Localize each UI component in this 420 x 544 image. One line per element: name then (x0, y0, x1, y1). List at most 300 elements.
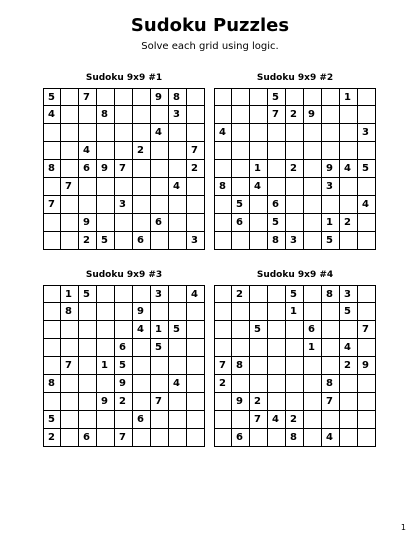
sudoku-cell: 6 (133, 232, 151, 250)
sudoku-cell (250, 357, 268, 375)
sudoku-cell (340, 411, 358, 429)
sudoku-puzzle-2 (214, 72, 376, 250)
sudoku-cell (61, 375, 79, 393)
sudoku-cell (304, 285, 322, 303)
sudoku-cell: 2 (286, 411, 304, 429)
sudoku-cell: 7 (187, 142, 205, 160)
sudoku-cell: 5 (43, 411, 61, 429)
sudoku-cell (169, 142, 187, 160)
sudoku-cell: 7 (250, 411, 268, 429)
sudoku-cell: 7 (79, 88, 97, 106)
sudoku-cell (133, 285, 151, 303)
sudoku-cell: 9 (133, 303, 151, 321)
sudoku-cell: 9 (97, 160, 115, 178)
sudoku-cell (232, 375, 250, 393)
sudoku-cell: 5 (97, 232, 115, 250)
sudoku-cell: 9 (232, 393, 250, 411)
sudoku-cell (268, 160, 286, 178)
sudoku-cell (133, 196, 151, 214)
sudoku-cell (187, 411, 205, 429)
sudoku-cell (358, 411, 376, 429)
sudoku-cell (187, 106, 205, 124)
sudoku-cell (286, 88, 304, 106)
sudoku-cell (358, 178, 376, 196)
sudoku-cell: 2 (187, 160, 205, 178)
sudoku-cell (79, 375, 97, 393)
sudoku-cell (115, 178, 133, 196)
sudoku-cell: 4 (340, 339, 358, 357)
sudoku-cell: 8 (286, 429, 304, 447)
sudoku-grid (43, 88, 205, 250)
sudoku-cell (232, 160, 250, 178)
sudoku-cell: 2 (133, 142, 151, 160)
sudoku-cell (304, 178, 322, 196)
sudoku-cell: 8 (232, 357, 250, 375)
page-subtitle: Solve each grid using logic. (141, 41, 279, 52)
sudoku-cell: 1 (61, 285, 79, 303)
page-number: 1 (400, 523, 406, 532)
sudoku-cell (358, 106, 376, 124)
sudoku-cell: 7 (61, 357, 79, 375)
sudoku-cell (115, 285, 133, 303)
sudoku-cell (97, 88, 115, 106)
sudoku-cell (322, 196, 340, 214)
sudoku-cell (268, 142, 286, 160)
sudoku-cell (43, 142, 61, 160)
sudoku-cell (250, 124, 268, 142)
sudoku-cell: 2 (115, 393, 133, 411)
sudoku-cell (61, 411, 79, 429)
sudoku-cell (340, 178, 358, 196)
sudoku-cell (322, 411, 340, 429)
sudoku-cell (97, 196, 115, 214)
sudoku-cell (232, 411, 250, 429)
sudoku-cell (61, 196, 79, 214)
sudoku-cell (61, 232, 79, 250)
sudoku-cell (340, 142, 358, 160)
sudoku-cell (151, 303, 169, 321)
sudoku-cell (250, 375, 268, 393)
sudoku-cell (286, 375, 304, 393)
sudoku-cell: 5 (169, 321, 187, 339)
sudoku-cell (97, 339, 115, 357)
sudoku-cell (187, 357, 205, 375)
sudoku-cell: 6 (232, 214, 250, 232)
sudoku-cell (151, 411, 169, 429)
sudoku-cell (79, 303, 97, 321)
sudoku-cell (97, 303, 115, 321)
sudoku-cell: 4 (250, 178, 268, 196)
sudoku-cell (133, 178, 151, 196)
sudoku-cell: 4 (43, 106, 61, 124)
sudoku-cell (340, 393, 358, 411)
sudoku-cell (115, 88, 133, 106)
sudoku-cell: 4 (79, 142, 97, 160)
sudoku-cell: 1 (340, 88, 358, 106)
sudoku-cell (115, 321, 133, 339)
sudoku-cell (133, 160, 151, 178)
sudoku-cell (214, 142, 232, 160)
sudoku-cell (79, 339, 97, 357)
sudoku-cell (97, 178, 115, 196)
sudoku-cell (286, 339, 304, 357)
sudoku-grid (214, 88, 376, 250)
sudoku-cell (61, 321, 79, 339)
sudoku-cell: 7 (214, 357, 232, 375)
sudoku-cell (151, 160, 169, 178)
sudoku-cell (232, 178, 250, 196)
sudoku-cell (169, 214, 187, 232)
sudoku-cell (214, 232, 232, 250)
sudoku-grid (43, 285, 205, 447)
sudoku-cell: 3 (187, 232, 205, 250)
sudoku-cell (79, 411, 97, 429)
sudoku-cell: 8 (97, 106, 115, 124)
sudoku-cell: 8 (61, 303, 79, 321)
sudoku-cell: 9 (304, 106, 322, 124)
sudoku-cell (43, 303, 61, 321)
sudoku-cell (133, 214, 151, 232)
sudoku-cell (304, 124, 322, 142)
sudoku-cell (169, 429, 187, 447)
sudoku-cell (304, 232, 322, 250)
sudoku-cell (43, 285, 61, 303)
sudoku-cell: 5 (322, 232, 340, 250)
sudoku-cell (43, 393, 61, 411)
sudoku-cell: 6 (304, 321, 322, 339)
sudoku-cell (322, 339, 340, 357)
sudoku-cell (214, 88, 232, 106)
sudoku-cell (214, 303, 232, 321)
sudoku-cell (304, 214, 322, 232)
sudoku-cell (322, 321, 340, 339)
sudoku-cell: 5 (115, 357, 133, 375)
sudoku-cell (340, 124, 358, 142)
sudoku-cell: 3 (340, 285, 358, 303)
sudoku-cell (151, 106, 169, 124)
sudoku-cell (232, 124, 250, 142)
sudoku-cell (115, 411, 133, 429)
sudoku-cell (268, 285, 286, 303)
sudoku-cell: 1 (286, 303, 304, 321)
sudoku-cell (187, 303, 205, 321)
sudoku-cell (268, 357, 286, 375)
sudoku-cell: 1 (97, 357, 115, 375)
sudoku-cell: 2 (340, 214, 358, 232)
sudoku-cell (169, 339, 187, 357)
sudoku-cell (250, 106, 268, 124)
sudoku-cell (187, 214, 205, 232)
sudoku-cell (214, 393, 232, 411)
sudoku-cell (232, 303, 250, 321)
sudoku-cell: 6 (79, 160, 97, 178)
sudoku-cell (232, 106, 250, 124)
sudoku-cell: 5 (232, 196, 250, 214)
sudoku-cell (61, 214, 79, 232)
sudoku-cell: 6 (232, 429, 250, 447)
sudoku-cell (133, 357, 151, 375)
sudoku-cell (79, 321, 97, 339)
sudoku-cell (43, 214, 61, 232)
sudoku-cell (214, 321, 232, 339)
sudoku-cell (214, 214, 232, 232)
sudoku-cell (304, 393, 322, 411)
sudoku-cell (115, 142, 133, 160)
sudoku-cell: 5 (268, 214, 286, 232)
sudoku-cell: 6 (151, 214, 169, 232)
sudoku-cell: 7 (151, 393, 169, 411)
sudoku-cell: 1 (250, 160, 268, 178)
sudoku-cell (340, 321, 358, 339)
sudoku-cell: 9 (115, 375, 133, 393)
sudoku-cell: 7 (43, 196, 61, 214)
sudoku-cell: 4 (268, 411, 286, 429)
sudoku-cell (115, 124, 133, 142)
sudoku-cell (79, 357, 97, 375)
sudoku-cell (169, 357, 187, 375)
sudoku-cell (169, 160, 187, 178)
sudoku-cell (340, 429, 358, 447)
sudoku-cell (133, 429, 151, 447)
sudoku-cell: 6 (79, 429, 97, 447)
sudoku-cell (187, 178, 205, 196)
sudoku-cell (43, 124, 61, 142)
sudoku-cell (214, 429, 232, 447)
sudoku-cell (151, 375, 169, 393)
sudoku-cell: 2 (214, 375, 232, 393)
puzzle-title: Sudoku 9x9 #4 (256, 270, 334, 280)
sudoku-cell (43, 339, 61, 357)
sudoku-cell (79, 196, 97, 214)
sudoku-cell (61, 339, 79, 357)
sudoku-cell (61, 124, 79, 142)
sudoku-puzzle-3 (43, 269, 205, 447)
sudoku-cell (304, 196, 322, 214)
sudoku-cell (340, 375, 358, 393)
sudoku-cell (61, 160, 79, 178)
sudoku-cell (115, 232, 133, 250)
sudoku-cell (250, 232, 268, 250)
sudoku-cell (358, 232, 376, 250)
sudoku-cell (97, 411, 115, 429)
sudoku-cell (358, 285, 376, 303)
sudoku-cell (340, 196, 358, 214)
sudoku-cell (340, 106, 358, 124)
sudoku-cell (61, 106, 79, 124)
sudoku-cell: 8 (43, 160, 61, 178)
sudoku-cell: 4 (151, 124, 169, 142)
sudoku-cell (214, 411, 232, 429)
sudoku-cell: 2 (232, 285, 250, 303)
sudoku-cell (97, 375, 115, 393)
sudoku-cell: 7 (61, 178, 79, 196)
sudoku-cell (286, 393, 304, 411)
sudoku-cell: 9 (358, 357, 376, 375)
sudoku-cell: 3 (322, 178, 340, 196)
sudoku-cell (214, 196, 232, 214)
sudoku-cell (79, 178, 97, 196)
sudoku-puzzle-4 (214, 269, 376, 447)
sudoku-cell: 8 (214, 178, 232, 196)
sudoku-cell: 1 (151, 321, 169, 339)
sudoku-cell: 9 (322, 160, 340, 178)
sudoku-cell (187, 339, 205, 357)
sudoku-cell (268, 393, 286, 411)
puzzle-title: Sudoku 9x9 #2 (256, 73, 334, 83)
sudoku-cell (79, 124, 97, 142)
sudoku-cell (304, 357, 322, 375)
sudoku-cell (97, 214, 115, 232)
sudoku-cell: 1 (322, 214, 340, 232)
sudoku-cell (286, 214, 304, 232)
sudoku-cell (304, 160, 322, 178)
sudoku-cell: 7 (115, 160, 133, 178)
sudoku-cell: 7 (358, 321, 376, 339)
sudoku-cell: 8 (322, 375, 340, 393)
sudoku-cell: 5 (268, 88, 286, 106)
sudoku-cell (214, 160, 232, 178)
sudoku-cell (133, 393, 151, 411)
sudoku-cell: 5 (151, 339, 169, 357)
sudoku-cell (169, 232, 187, 250)
sudoku-cell (268, 375, 286, 393)
sudoku-cell (286, 124, 304, 142)
puzzle-title: Sudoku 9x9 #3 (85, 270, 163, 280)
sudoku-cell: 3 (115, 196, 133, 214)
sudoku-cell (61, 429, 79, 447)
sudoku-cell (358, 339, 376, 357)
sudoku-cell (97, 429, 115, 447)
sudoku-cell (151, 429, 169, 447)
sudoku-cell (79, 106, 97, 124)
sudoku-cell (97, 321, 115, 339)
sudoku-cell: 9 (97, 393, 115, 411)
sudoku-cell (187, 321, 205, 339)
sudoku-cell (133, 106, 151, 124)
sudoku-cell: 2 (79, 232, 97, 250)
sudoku-cell (304, 88, 322, 106)
sudoku-cell (187, 429, 205, 447)
sudoku-cell (286, 321, 304, 339)
sudoku-cell (115, 303, 133, 321)
sudoku-cell: 5 (79, 285, 97, 303)
sudoku-cell: 5 (43, 88, 61, 106)
sudoku-cell (115, 214, 133, 232)
sudoku-cell (169, 196, 187, 214)
sudoku-cell (358, 142, 376, 160)
sudoku-cell (151, 232, 169, 250)
sudoku-cell (358, 429, 376, 447)
sudoku-cell (232, 321, 250, 339)
sudoku-cell: 8 (322, 285, 340, 303)
sudoku-cell (61, 393, 79, 411)
sudoku-cell (43, 321, 61, 339)
sudoku-cell (286, 142, 304, 160)
sudoku-cell (169, 303, 187, 321)
sudoku-cell (304, 429, 322, 447)
sudoku-cell (43, 232, 61, 250)
sudoku-cell (97, 142, 115, 160)
sudoku-cell: 3 (151, 285, 169, 303)
sudoku-cell (133, 124, 151, 142)
sudoku-cell (97, 285, 115, 303)
sudoku-cell (322, 303, 340, 321)
sudoku-cell (250, 339, 268, 357)
sudoku-cell (322, 357, 340, 375)
sudoku-cell (268, 303, 286, 321)
sudoku-cell (151, 142, 169, 160)
sudoku-cell (250, 303, 268, 321)
sudoku-cell (268, 178, 286, 196)
sudoku-cell (322, 88, 340, 106)
sudoku-grid (214, 285, 376, 447)
sudoku-cell (250, 88, 268, 106)
sudoku-cell: 8 (169, 88, 187, 106)
sudoku-cell: 6 (268, 196, 286, 214)
sudoku-cell (61, 88, 79, 106)
sudoku-cell: 3 (286, 232, 304, 250)
page-title: Sudoku Puzzles (130, 15, 290, 36)
sudoku-cell (322, 106, 340, 124)
sudoku-puzzle-1 (43, 72, 205, 250)
sudoku-cell (268, 429, 286, 447)
sudoku-cell: 8 (43, 375, 61, 393)
sudoku-cell: 4 (214, 124, 232, 142)
sudoku-cell: 4 (340, 160, 358, 178)
sudoku-cell (304, 411, 322, 429)
sudoku-cell (169, 124, 187, 142)
sudoku-cell (97, 124, 115, 142)
sudoku-cell (151, 357, 169, 375)
sudoku-cell: 3 (358, 124, 376, 142)
sudoku-cell (187, 375, 205, 393)
sudoku-cell (250, 429, 268, 447)
sudoku-cell (79, 393, 97, 411)
sudoku-cell: 3 (169, 106, 187, 124)
sudoku-cell: 4 (358, 196, 376, 214)
sudoku-cell (322, 142, 340, 160)
sudoku-cell (358, 303, 376, 321)
sudoku-cell (214, 285, 232, 303)
sudoku-cell (133, 375, 151, 393)
sudoku-cell (43, 357, 61, 375)
sudoku-cell (358, 88, 376, 106)
sudoku-cell: 2 (286, 106, 304, 124)
sudoku-cell (151, 178, 169, 196)
sudoku-cell: 2 (286, 160, 304, 178)
sudoku-cell: 6 (115, 339, 133, 357)
sudoku-cell (304, 375, 322, 393)
sudoku-cell: 8 (268, 232, 286, 250)
sudoku-cell: 4 (187, 285, 205, 303)
sudoku-cell (169, 285, 187, 303)
sudoku-cell (187, 88, 205, 106)
sudoku-cell (250, 196, 268, 214)
sudoku-cell (286, 196, 304, 214)
sudoku-cell (133, 339, 151, 357)
sudoku-cell: 2 (340, 357, 358, 375)
sudoku-cell: 4 (322, 429, 340, 447)
sudoku-cell: 5 (286, 285, 304, 303)
sudoku-cell: 5 (250, 321, 268, 339)
sudoku-cell: 7 (322, 393, 340, 411)
sudoku-cell (214, 106, 232, 124)
sudoku-cell (268, 124, 286, 142)
sudoku-cell (286, 357, 304, 375)
sudoku-cell: 1 (304, 339, 322, 357)
sudoku-cell (304, 303, 322, 321)
sudoku-cell (115, 106, 133, 124)
